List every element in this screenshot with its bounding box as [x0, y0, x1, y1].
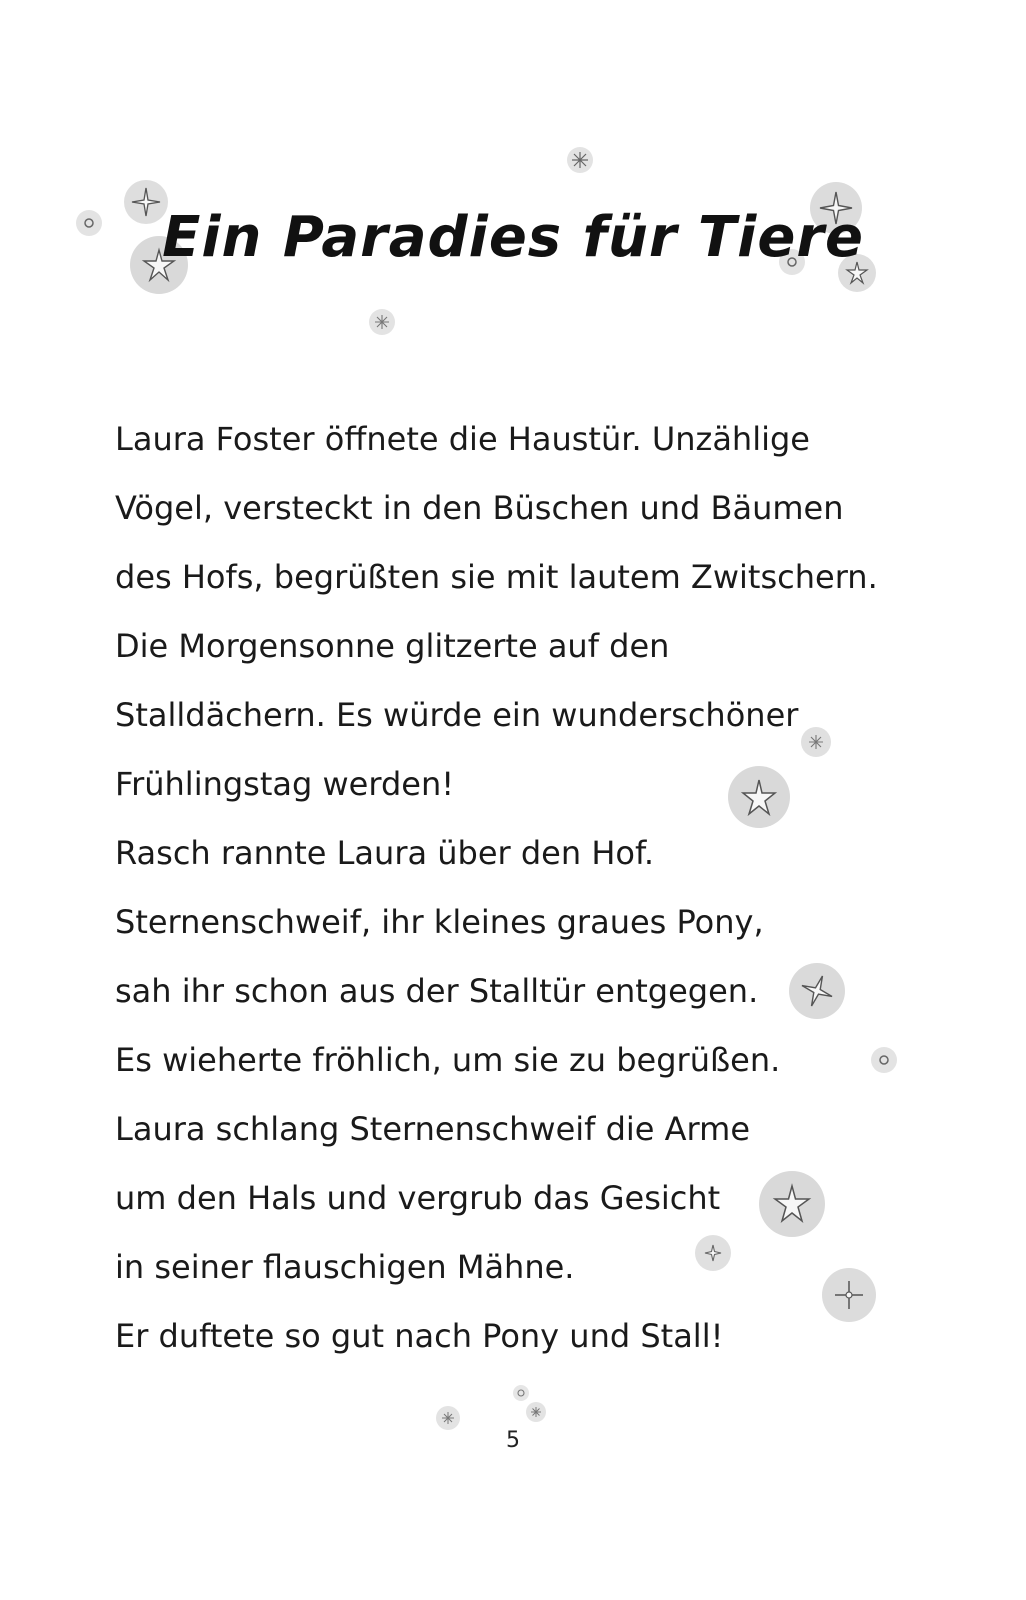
text-line: Sternenschweif, ihr kleines graues Pony, — [115, 903, 764, 941]
text-line: Rasch rannte Laura über den Hof. — [115, 834, 655, 872]
sparkle-star-icon — [562, 142, 598, 178]
text-line: um den Hals und vergrub das Gesicht — [115, 1179, 721, 1217]
chapter-title: Ein Paradies für Tiere — [162, 205, 864, 270]
text-line: Vögel, versteckt in den Büschen und Bäumen — [115, 489, 844, 527]
text-line: Es wieherte fröhlich, um sie zu begrüßen. — [115, 1041, 781, 1079]
text-line: in seiner flauschigen Mähne. — [115, 1248, 575, 1286]
body-text — [115, 405, 915, 1371]
sparkle-star-icon — [364, 304, 400, 340]
text-line: Frühlingstag werden! — [115, 765, 455, 803]
sparkle-star-icon — [522, 1398, 550, 1426]
text-line: Laura Foster öffnete die Haustür. Unzählige — [115, 420, 810, 458]
text-line: Er duftete so gut nach Pony und Stall! — [115, 1317, 724, 1355]
text-line: sah ihr schon aus der Stalltür entgegen. — [115, 972, 759, 1010]
text-line: Laura schlang Sternenschweif die Arme — [115, 1110, 750, 1148]
text-line: Die Morgensonne glitzerte auf den — [115, 627, 670, 665]
text-line: Stalldächern. Es würde ein wunderschöner — [115, 696, 799, 734]
text-line: des Hofs, begrüßten sie mit lautem Zwitschern. — [115, 558, 878, 596]
page-number: 5 — [506, 1428, 520, 1453]
